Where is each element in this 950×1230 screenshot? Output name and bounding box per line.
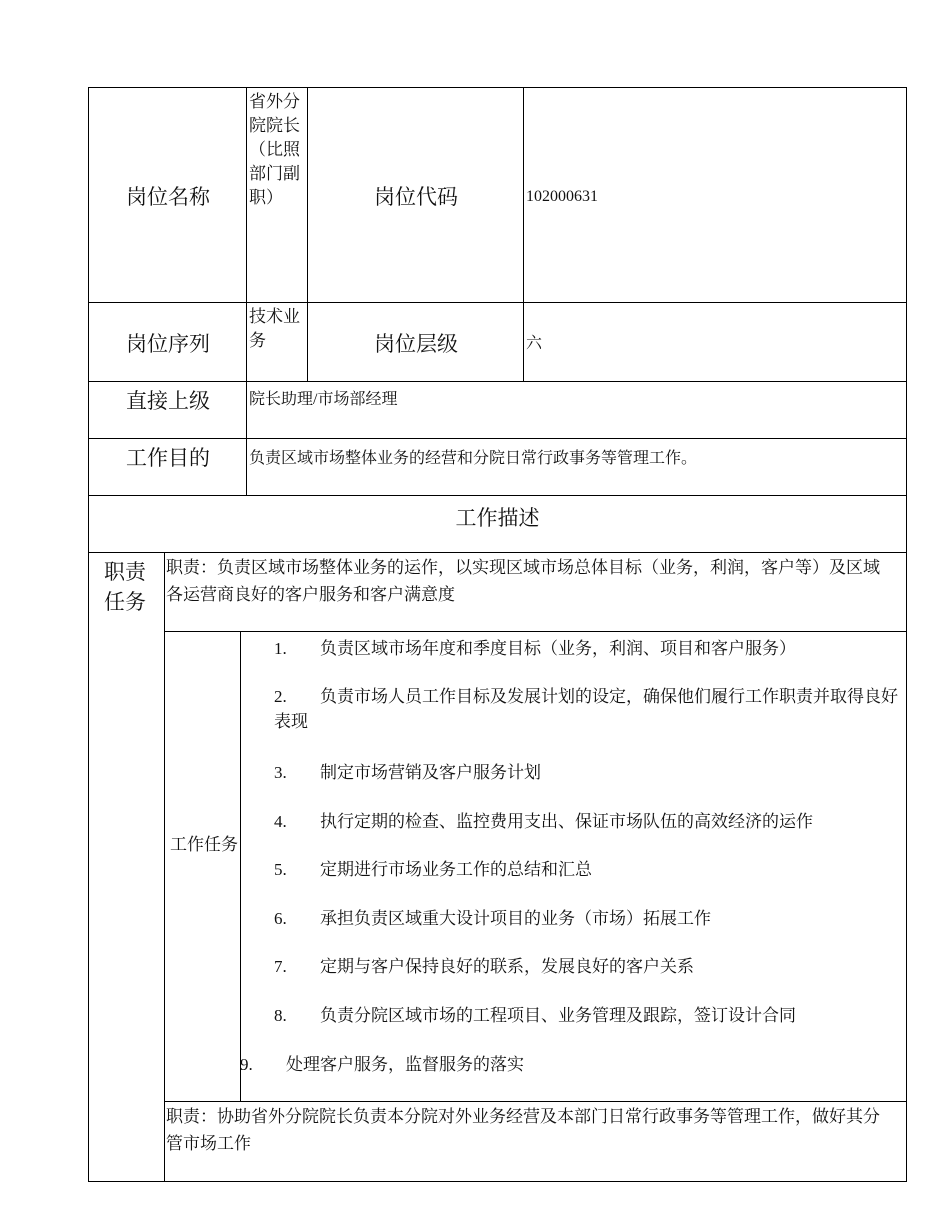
task-item: 7. 定期与客户保持良好的联系，发展良好的客户关系 <box>274 957 694 976</box>
section-title: 工作描述 <box>88 495 907 554</box>
task-item: 5. 定期进行市场业务工作的总结和汇总 <box>274 860 592 879</box>
tasks-label-cell <box>164 631 242 1103</box>
tasks-label: 工作任务 <box>170 835 238 854</box>
position-level-value: 六 <box>523 302 907 383</box>
supervisor-value: 院长助理/市场部经理 <box>246 381 907 440</box>
position-name-label: 岗位名称 <box>88 87 248 304</box>
job-description-table <box>88 87 907 1182</box>
position-sequence-value: 技术业务 <box>246 302 309 383</box>
task-item: 4. 执行定期的检查、监控费用支出、保证市场队伍的高效经济的运作 <box>274 812 813 831</box>
supervisor-label: 直接上级 <box>88 381 248 440</box>
task-item: 9. 处理客户服务，监督服务的落实 <box>240 1055 524 1074</box>
tasks-list-cell <box>240 631 907 1103</box>
duty-label: 职责任务 <box>104 560 146 614</box>
task-item: 6. 承担负责区域重大设计项目的业务（市场）拓展工作 <box>274 909 711 928</box>
task-item: 3. 制定市场营销及客户服务计划 <box>274 763 541 782</box>
task-item: 1. 负责区域市场年度和季度目标（业务，利润、项目和客户服务） <box>274 639 796 658</box>
position-code-label: 岗位代码 <box>307 87 525 304</box>
position-sequence-label: 岗位序列 <box>88 302 248 383</box>
position-level-label: 岗位层级 <box>307 302 525 383</box>
duty-label-cell <box>88 552 166 1182</box>
task-item: 8. 负责分院区域市场的工程项目、业务管理及跟踪，签订设计合同 <box>274 1006 796 1025</box>
task-item: 2. 负责市场人员工作目标及发展计划的设定，确保他们履行工作职责并取得良好表现 <box>274 687 898 731</box>
work-purpose-label: 工作目的 <box>88 438 248 497</box>
duty-2: 职责：协助省外分院院长负责本分院对外业务经营及本部门日常行政事务等管理工作，做好其分管市场工作 <box>164 1101 907 1182</box>
duty-1: 职责：负责区域市场整体业务的运作，以实现区域市场总体目标（业务，利润，客户等）及区域各运营商良好的客户服务和客户满意度 <box>164 552 907 633</box>
position-code-value: 102000631 <box>523 87 907 304</box>
work-purpose-value: 负责区域市场整体业务的经营和分院日常行政事务等管理工作。 <box>246 438 907 497</box>
position-name-value: 省外分院院长（比照部门副职） <box>246 87 309 304</box>
